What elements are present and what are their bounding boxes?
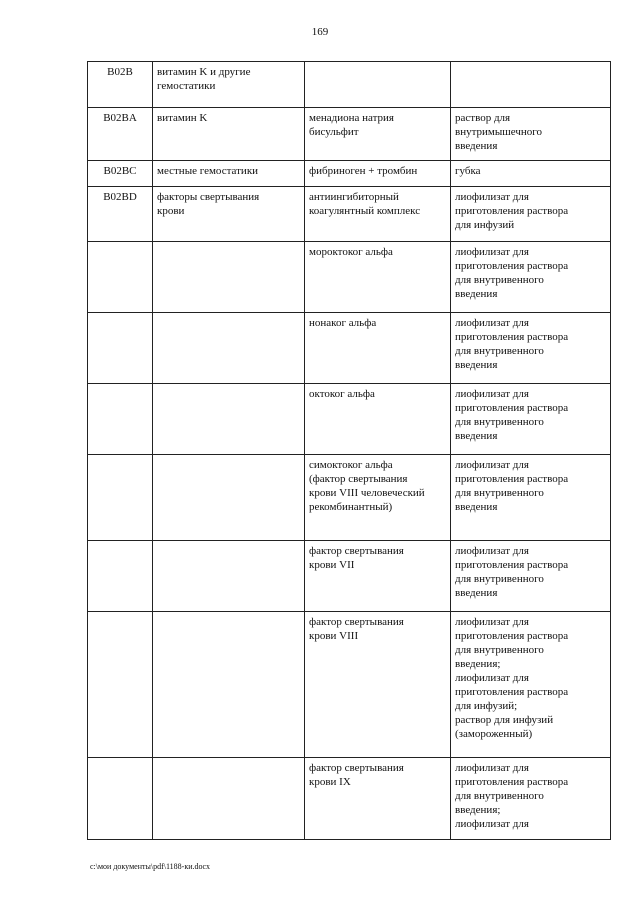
drug-group — [153, 541, 305, 612]
table-row — [88, 108, 611, 161]
table-row — [88, 541, 611, 612]
dosage-form: губка — [451, 161, 611, 187]
atc-code — [88, 758, 153, 840]
dosage-form: лиофилизат для приготовления раствора для внутривенного введения — [451, 384, 611, 455]
active-substance: антиингибиторный коагулянтный комплекс — [305, 187, 451, 242]
dosage-form: лиофилизат для приготовления раствора для внутривенного введения — [451, 541, 611, 612]
active-substance — [305, 62, 451, 108]
atc-code: B02BD — [88, 187, 153, 242]
atc-code — [88, 384, 153, 455]
active-substance: нонаког альфа — [305, 313, 451, 384]
drug-group — [153, 242, 305, 313]
atc-code: B02BA — [88, 108, 153, 161]
page-number: 169 — [311, 26, 329, 38]
active-substance: фактор свертывания крови VII — [305, 541, 451, 612]
active-substance: фактор свертывания крови IX — [305, 758, 451, 840]
dosage-form: лиофилизат для приготовления раствора для внутривенного введения; лиофилизат для приготовления раствора для инфузий; раствор для инфузий (замороженный) — [451, 612, 611, 758]
dosage-form: лиофилизат для приготовления раствора для внутривенного введения — [451, 455, 611, 541]
drug-group — [153, 384, 305, 455]
dosage-form: лиофилизат для приготовления раствора для инфузий — [451, 187, 611, 242]
footer-file-path: c:\мои документы\pdf\1188-ки.docx — [90, 862, 211, 871]
active-substance: октоког альфа — [305, 384, 451, 455]
drug-group: витамин K — [153, 108, 305, 161]
active-substance: мороктоког альфа — [305, 242, 451, 313]
table-row — [88, 612, 611, 758]
atc-code — [88, 541, 153, 612]
drug-group: местные гемостатики — [153, 161, 305, 187]
table-row — [88, 384, 611, 455]
table-row — [88, 62, 611, 108]
table-row — [88, 161, 611, 187]
active-substance: менадиона натрия бисульфит — [305, 108, 451, 161]
atc-code: B02BC — [88, 161, 153, 187]
dosage-form — [451, 62, 611, 108]
active-substance: симоктоког альфа (фактор свертывания крови VIII человеческий рекомбинантный) — [305, 455, 451, 541]
dosage-form: раствор для внутримышечного введения — [451, 108, 611, 161]
atc-code — [88, 455, 153, 541]
table-row — [88, 313, 611, 384]
atc-code — [88, 242, 153, 313]
atc-code — [88, 313, 153, 384]
drug-group — [153, 313, 305, 384]
table-row — [88, 455, 611, 541]
atc-code: B02B — [88, 62, 153, 108]
drug-group: факторы свертывания крови — [153, 187, 305, 242]
drug-group — [153, 758, 305, 840]
active-substance: фибриноген + тромбин — [305, 161, 451, 187]
dosage-form: лиофилизат для приготовления раствора для внутривенного введения; лиофилизат для — [451, 758, 611, 840]
atc-code — [88, 612, 153, 758]
table-row — [88, 758, 611, 840]
drug-group: витамин K и другие гемостатики — [153, 62, 305, 108]
table-row — [88, 187, 611, 242]
dosage-form: лиофилизат для приготовления раствора для внутривенного введения — [451, 242, 611, 313]
drug-group — [153, 612, 305, 758]
dosage-form: лиофилизат для приготовления раствора для внутривенного введения — [451, 313, 611, 384]
drug-table — [87, 61, 611, 840]
table-row — [88, 242, 611, 313]
drug-group — [153, 455, 305, 541]
active-substance: фактор свертывания крови VIII — [305, 612, 451, 758]
